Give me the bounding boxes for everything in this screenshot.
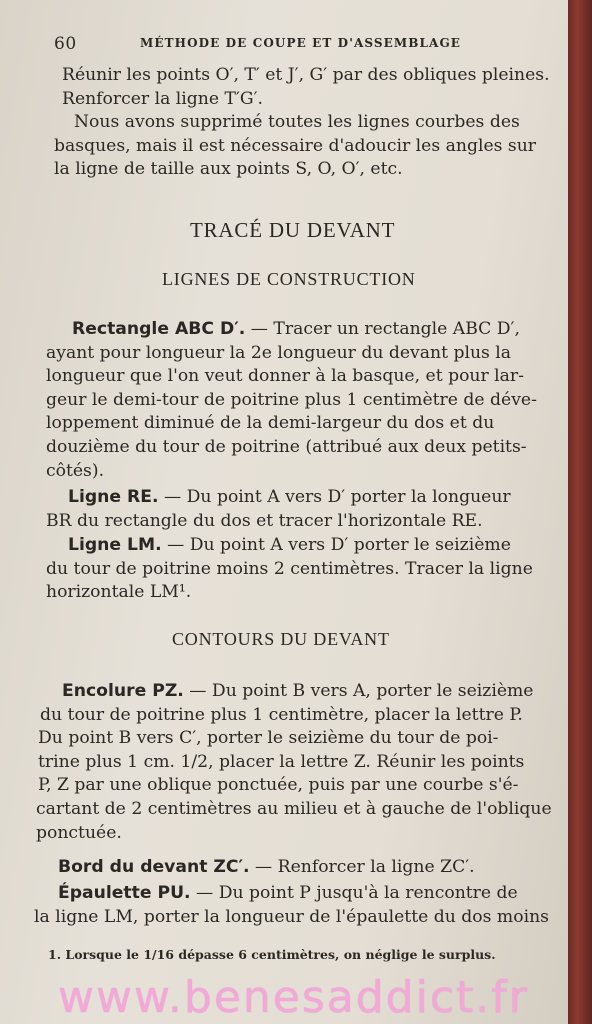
intro-line: Nous avons supprimé toutes les lignes courbes des — [74, 112, 520, 133]
rectangle-line: côtés). — [46, 460, 105, 481]
ligne-re-text: — Du point A vers D′ porter la longueur — [158, 487, 511, 507]
ligne-lm-line: du tour de poitrine moins 2 centimètres. Tracer la ligne — [46, 558, 533, 579]
encolure-line: du tour de poitrine plus 1 centimètre, placer la lettre P. — [40, 704, 523, 725]
rectangle-paragraph — [34, 318, 564, 483]
ligne-lm-line: horizontale LM¹. — [46, 582, 192, 603]
epaulette-text: — Du point P jusqu'à la rencontre de — [190, 883, 518, 903]
encolure-line: ponctuée. — [36, 822, 122, 843]
epaulette-line: la ligne LM, porter la longueur de l'épaulette du dos moins — [34, 906, 549, 927]
intro-line: Réunir les points O′, T′ et J′, G′ par des obliques pleines. — [62, 65, 550, 85]
rectangle-line: douzième du tour de poitrine (attribué aux deux petits- — [46, 436, 527, 457]
encolure-line: trine plus 1 cm. 1/2, placer la lettre Z. Réunir les points — [38, 751, 525, 772]
bord-paragraph — [30, 856, 560, 880]
bord-text: — Renforcer la ligne ZC′. — [249, 857, 475, 877]
rectangle-term: Rectangle ABC D′. — [72, 319, 246, 339]
intro-line: la ligne de taille aux points S, O, O′, etc. — [54, 159, 403, 180]
subsection-construction: LIGNES DE CONSTRUCTION — [162, 269, 416, 289]
book-cover-edge — [568, 0, 592, 1024]
ligne-re-paragraph — [34, 486, 564, 533]
rectangle-line: loppement diminué de la demi-largeur du dos et du — [46, 413, 495, 434]
page-header — [54, 34, 506, 54]
epaulette-paragraph — [30, 882, 560, 929]
ligne-re-term: Ligne RE. — [68, 487, 159, 507]
ligne-lm-text: — Du point A vers D′ porter le seizième — [161, 535, 511, 555]
rectangle-line: geur le demi-tour de poitrine plus 1 centimètre de déve- — [46, 389, 537, 410]
rectangle-line: longueur que l'on veut donner à la basque, et pour lar- — [46, 366, 524, 387]
rectangle-line: ayant pour longueur la 2e longueur du devant plus la — [46, 342, 512, 363]
watermark-text: www.benesaddict.fr — [58, 972, 529, 1023]
encolure-text: — Du point B vers A, porter le seizième — [183, 681, 534, 701]
ligne-lm-term: Ligne LM. — [68, 535, 162, 555]
encolure-line: P, Z par une oblique ponctuée, puis par une courbe s'é- — [38, 775, 519, 796]
encolure-line: cartant de 2 centimètres au milieu et à gauche de l'oblique — [36, 798, 552, 819]
bord-term: Bord du devant ZC′. — [58, 857, 250, 877]
intro-line: basques, mais il est nécessaire d'adoucir les angles sur — [54, 135, 537, 156]
ligne-re-line: BR du rectangle du dos et tracer l'horizontale RE. — [46, 510, 483, 531]
epaulette-term: Épaulette PU. — [58, 883, 191, 903]
subsection-contours: CONTOURS DU DEVANT — [172, 629, 390, 649]
ligne-lm-paragraph — [34, 534, 564, 605]
encolure-line: Du point B vers C′, porter le seizième du tour de poi- — [38, 728, 499, 749]
page-number: 60 — [54, 34, 77, 54]
encolure-paragraph — [30, 680, 560, 845]
encolure-term: Encolure PZ. — [62, 681, 184, 701]
intro-paragraph — [36, 64, 566, 182]
running-title: MÉTHODE DE COUPE ET D'ASSEMBLAGE — [140, 36, 462, 50]
rectangle-text: — Tracer un rectangle ABC D′, — [245, 319, 520, 339]
intro-line: Renforcer la ligne T′G′. — [62, 88, 263, 109]
section-title: TRACÉ DU DEVANT — [190, 218, 396, 242]
footnote: 1. Lorsque le 1/16 dépasse 6 centimètres, on néglige le surplus. — [48, 947, 496, 962]
